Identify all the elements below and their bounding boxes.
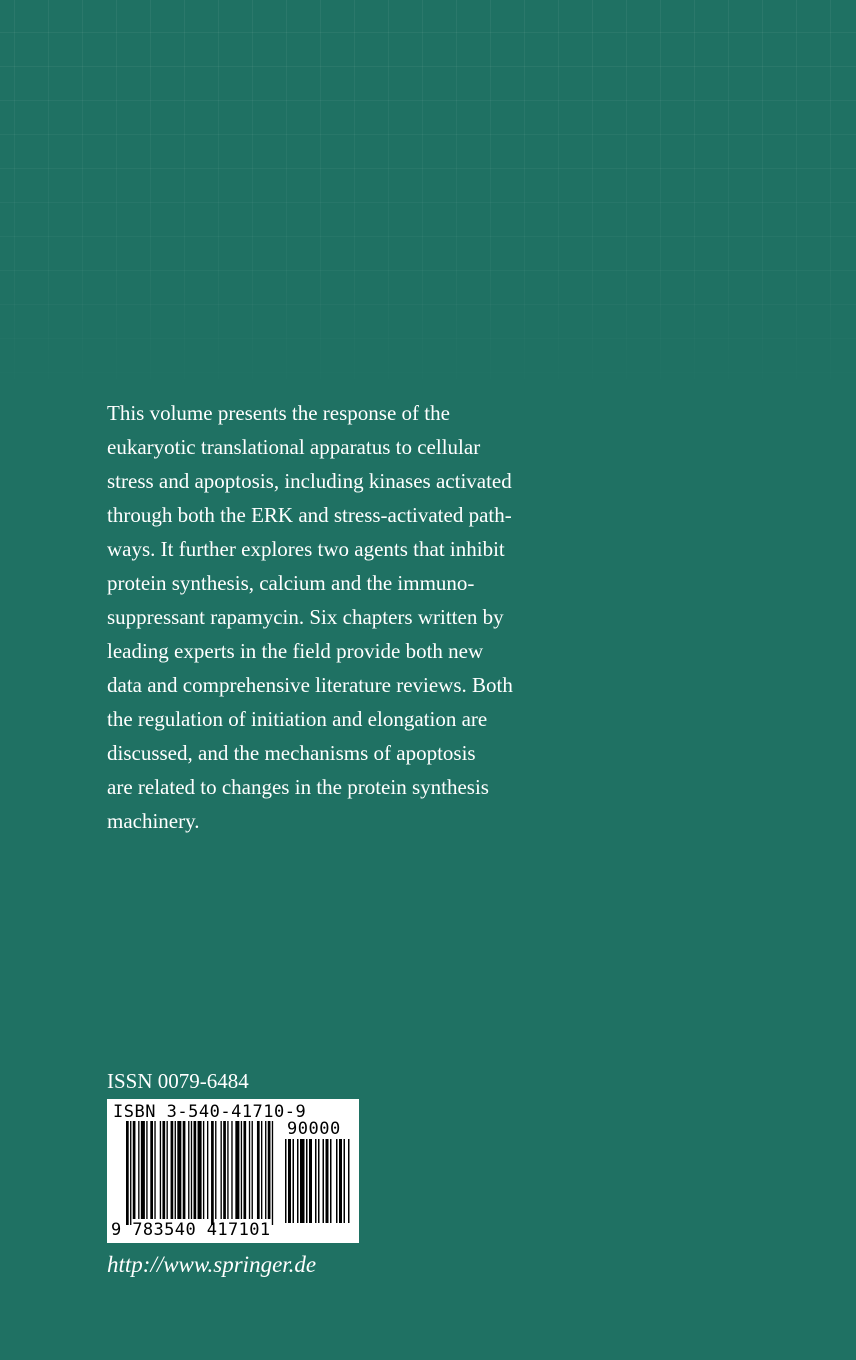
- blurb-line: protein synthesis, calcium and the immuno-: [107, 571, 475, 595]
- barcode-bar: [265, 1121, 266, 1219]
- barcode-bar: [241, 1121, 242, 1219]
- barcode-bar: [211, 1121, 214, 1225]
- barcode-bar: [285, 1139, 287, 1223]
- isbn-barcode: [107, 1099, 359, 1243]
- barcode-bar: [252, 1121, 253, 1219]
- barcode-bar: [315, 1139, 317, 1223]
- barcode-bar: [309, 1139, 312, 1223]
- barcode-bar: [288, 1139, 291, 1223]
- barcode-bar: [160, 1121, 161, 1219]
- barcode-bar: [318, 1139, 320, 1223]
- barcode-bar: [130, 1121, 131, 1225]
- blurb-line: suppressant rapamycin. Six chapters written by: [107, 605, 504, 629]
- barcode-bar: [162, 1121, 165, 1219]
- barcode-bar: [336, 1139, 338, 1223]
- barcode-bar: [306, 1139, 308, 1223]
- barcode-bar: [191, 1121, 192, 1219]
- back-cover-blurb: [107, 396, 567, 838]
- blurb-line: through both the ERK and stress-activated path-: [107, 503, 512, 527]
- barcode-bar: [221, 1121, 222, 1219]
- background-grid-pattern: [0, 0, 856, 400]
- barcode-bar: [261, 1121, 262, 1219]
- issn-number: ISSN 0079-6484: [107, 1069, 249, 1093]
- barcode-bar: [167, 1121, 168, 1219]
- barcode-bar: [223, 1121, 226, 1219]
- barcode-bar: [272, 1121, 273, 1225]
- barcode-bar: [126, 1121, 129, 1225]
- barcode-bar: [300, 1139, 305, 1223]
- barcode-bar: [297, 1139, 299, 1223]
- blurb-line: This volume presents the response of the: [107, 401, 450, 425]
- barcode-bar: [326, 1139, 329, 1223]
- barcode-bar: [293, 1139, 295, 1223]
- blurb-line: discussed, and the mechanisms of apoptosis: [107, 741, 476, 765]
- isbn-label: ISBN 3-540-41710-9: [113, 1102, 307, 1122]
- barcode-bar: [141, 1121, 145, 1219]
- barcode-bar: [243, 1121, 246, 1219]
- barcode-bar: [188, 1121, 189, 1219]
- barcode-bar: [268, 1121, 271, 1219]
- barcode-bar: [183, 1121, 186, 1219]
- barcode-bar: [207, 1121, 208, 1219]
- blurb-line: leading experts in the field provide both new: [107, 639, 484, 663]
- barcode-bar: [330, 1139, 332, 1223]
- barcode-bar: [175, 1121, 176, 1219]
- barcode-bar: [227, 1121, 228, 1219]
- barcode-bar: [344, 1139, 346, 1223]
- barcode-bar: [198, 1121, 202, 1219]
- blurb-line: data and comprehensive literature reviews. Both: [107, 673, 513, 697]
- barcode-bar: [235, 1121, 239, 1219]
- barcode-bar: [203, 1121, 204, 1219]
- barcode-bar: [171, 1121, 174, 1219]
- blurb-line: are related to changes in the protein synthesis: [107, 775, 489, 799]
- barcode-bar: [154, 1121, 155, 1219]
- barcode-bar: [150, 1121, 153, 1219]
- blurb-line: the regulation of initiation and elongation are: [107, 707, 488, 731]
- barcode-bar: [215, 1121, 216, 1219]
- barcode-bar: [323, 1139, 325, 1223]
- barcode-bar: [249, 1121, 250, 1219]
- barcode-addon-number: 90000: [287, 1119, 341, 1139]
- barcode-bar: [138, 1121, 139, 1219]
- barcode-bar: [257, 1121, 260, 1219]
- barcode-bar: [177, 1121, 181, 1219]
- barcode-bar: [146, 1121, 147, 1219]
- publisher-url: http://www.springer.de: [107, 1252, 317, 1277]
- ean-number: 9 783540 417101: [111, 1220, 271, 1240]
- blurb-line: stress and apoptosis, including kinases activated: [107, 469, 512, 493]
- blurb-line: eukaryotic translational apparatus to cellular: [107, 435, 481, 459]
- barcode-bar: [348, 1139, 350, 1223]
- barcode-bar: [339, 1139, 342, 1223]
- blurb-line: ways. It further explores two agents that inhibit: [107, 537, 505, 561]
- barcode-bar: [231, 1121, 232, 1219]
- barcode-bar: [133, 1121, 136, 1219]
- barcode-bar: [194, 1121, 197, 1219]
- blurb-line: machinery.: [107, 809, 200, 833]
